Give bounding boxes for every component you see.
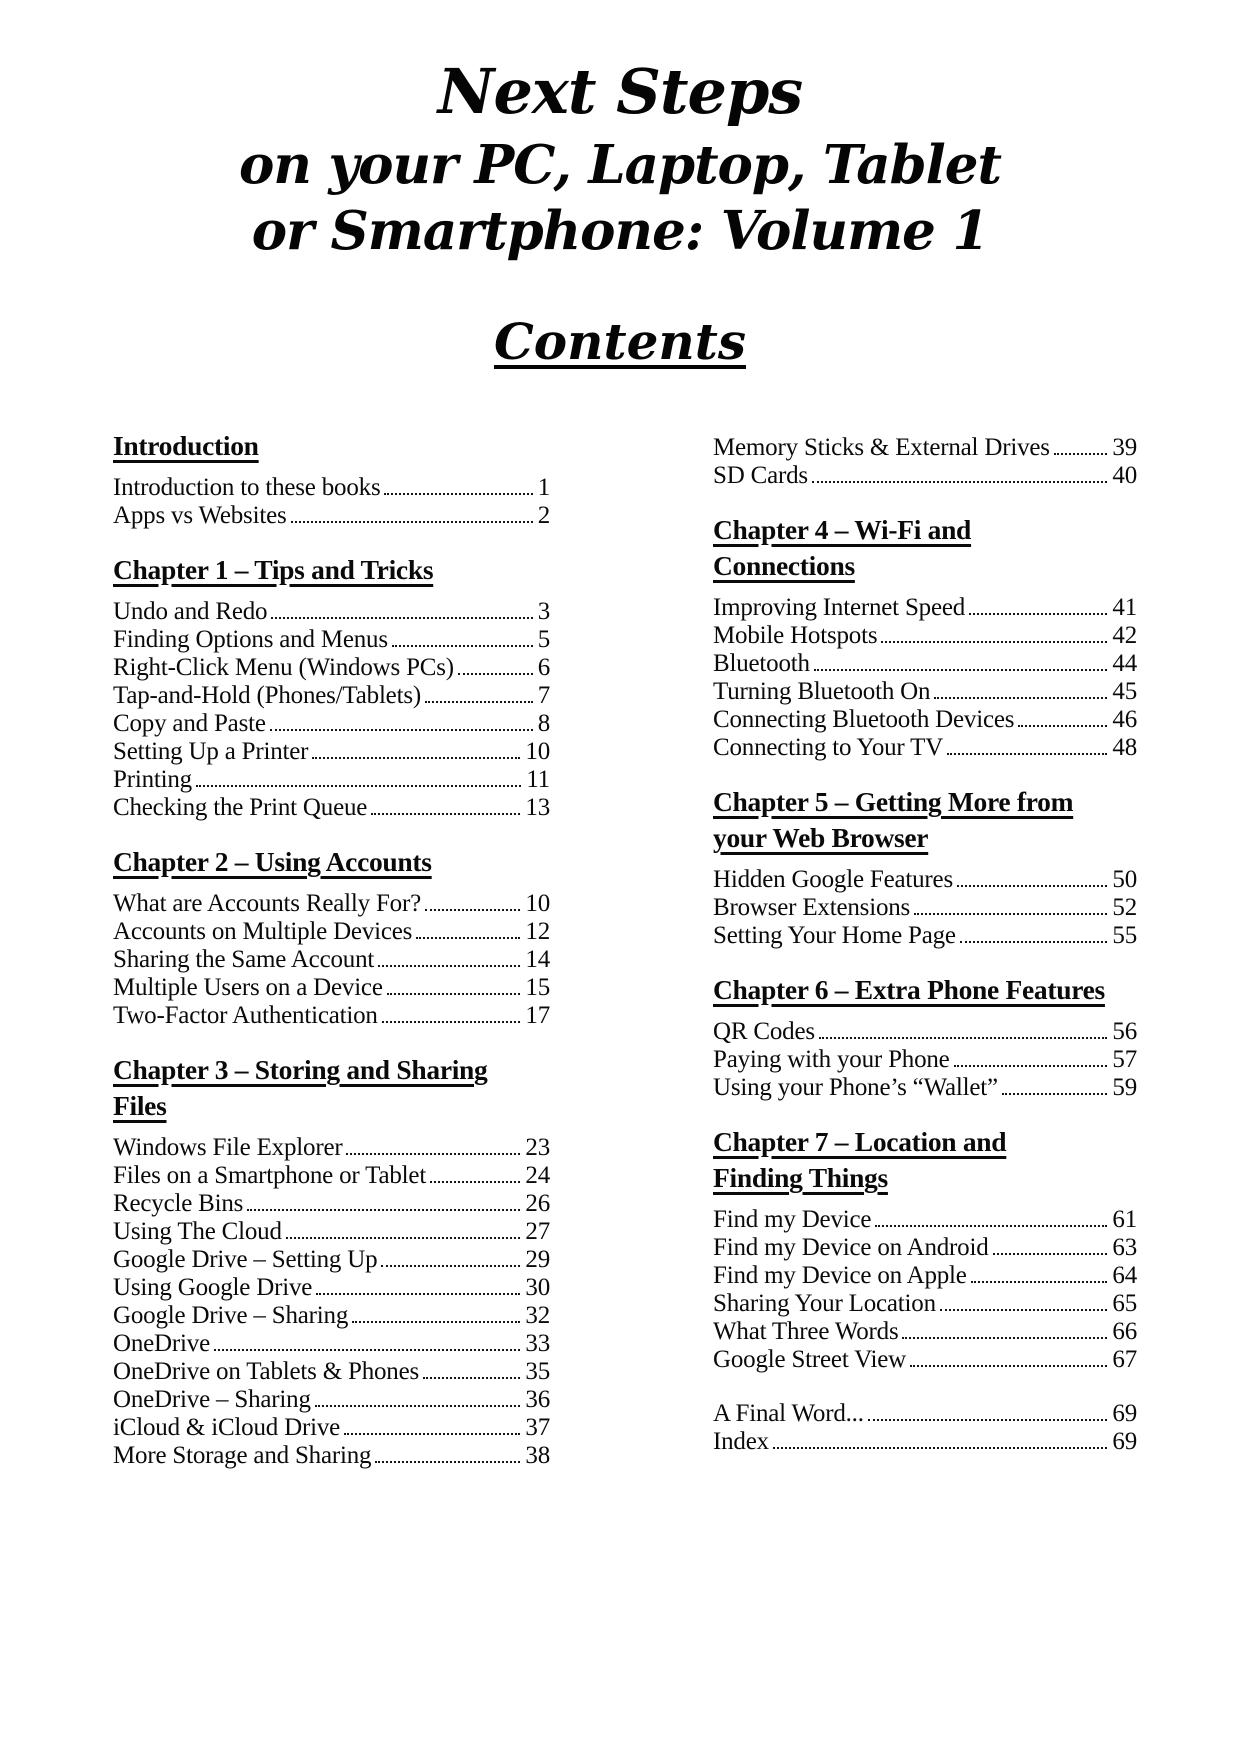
toc-entry-title: Finding Options and Menus (113, 626, 388, 653)
toc-entry (713, 622, 1137, 650)
dot-leader (814, 669, 1108, 671)
section-heading-line: Chapter 2 – Using Accounts (113, 846, 432, 877)
toc-entry-title: Two-Factor Authentication (113, 1002, 378, 1029)
toc-entry-title: Multiple Users on a Device (113, 974, 383, 1001)
dot-leader (954, 1065, 1108, 1067)
toc-entry-title: Checking the Print Queue (113, 794, 368, 821)
toc-entry-title: Google Street View (713, 1346, 907, 1373)
dot-leader (271, 617, 532, 619)
toc-entry-page: 10 (525, 738, 550, 765)
toc-entry (113, 794, 550, 822)
toc-entry-title: Hidden Google Features (713, 866, 953, 893)
toc-entry-page: 69 (1112, 1400, 1137, 1427)
toc-entry (713, 1046, 1137, 1074)
toc-entry-page: 1 (537, 474, 550, 501)
toc-entry-title: Find my Device on Apple (713, 1262, 967, 1289)
toc-entry (713, 1318, 1137, 1346)
toc-column-right (713, 428, 1137, 1470)
dot-leader (378, 965, 520, 967)
toc-entry (713, 1018, 1137, 1046)
toc-entry-title: Browser Extensions (713, 894, 911, 921)
toc-entry-page: 32 (525, 1302, 550, 1329)
toc-entry-page: 55 (1112, 922, 1137, 949)
toc-entry-title: Turning Bluetooth On (713, 678, 931, 705)
toc-entry-page: 14 (525, 946, 550, 973)
toc-entry-title: OneDrive – Sharing (113, 1386, 311, 1413)
toc-entry-page: 37 (525, 1414, 550, 1441)
section-heading-line: Chapter 6 – Extra Phone Features (713, 974, 1105, 1005)
toc-entry-page: 2 (537, 502, 550, 529)
section-heading (113, 1052, 550, 1124)
toc-entry (713, 594, 1137, 622)
dot-leader (384, 493, 532, 495)
toc-entry-title: A Final Word... (713, 1400, 864, 1427)
toc-entry-page: 39 (1112, 434, 1137, 461)
contents-heading-text: Contents (493, 312, 746, 371)
toc-entry (713, 922, 1137, 950)
toc-entry (713, 894, 1137, 922)
toc-entry (713, 866, 1137, 894)
toc-entry-title: Bluetooth (713, 650, 810, 677)
toc-entry-page: 50 (1112, 866, 1137, 893)
toc-entry-page: 41 (1112, 594, 1137, 621)
toc-entry-page: 52 (1112, 894, 1137, 921)
section-heading (713, 512, 1137, 584)
dot-leader (868, 1419, 1108, 1421)
dot-leader (458, 673, 533, 675)
toc-entry (713, 706, 1137, 734)
toc-entry-page: 36 (525, 1386, 550, 1413)
toc-entry-page: 46 (1112, 706, 1137, 733)
dot-leader (315, 1405, 521, 1407)
toc-section (713, 1124, 1137, 1374)
toc-entry (713, 1234, 1137, 1262)
dot-leader (382, 1021, 521, 1023)
section-heading-line: Chapter 3 – Storing and Sharing (113, 1054, 488, 1085)
dot-leader (957, 885, 1107, 887)
toc-entry-title: QR Codes (713, 1018, 815, 1045)
toc-entry-page: 44 (1112, 650, 1137, 677)
dot-leader (1054, 453, 1108, 455)
toc-entry-title: Index (713, 1428, 769, 1455)
toc-entry-title: Google Drive – Setting Up (113, 1246, 378, 1273)
section-heading-line: Introduction (113, 430, 259, 461)
toc-entry (113, 682, 550, 710)
dot-leader (960, 941, 1108, 943)
dot-leader (773, 1447, 1107, 1449)
toc-entry (713, 734, 1137, 762)
toc-entry (113, 710, 550, 738)
toc-entry-title: What are Accounts Really For? (113, 890, 421, 917)
toc-entry-title: Copy and Paste (113, 710, 266, 737)
toc-entry-page: 33 (525, 1330, 550, 1357)
toc-entry (713, 462, 1137, 490)
toc-entry (113, 1002, 550, 1030)
toc-entry-page: 12 (525, 918, 550, 945)
dot-leader (270, 729, 533, 731)
toc-entry-title: Using The Cloud (113, 1218, 282, 1245)
toc-entry-title: OneDrive on Tablets & Phones (113, 1358, 420, 1385)
dot-leader (375, 1461, 520, 1463)
toc-entry (113, 1218, 550, 1246)
toc-section (713, 972, 1137, 1102)
toc-entry-page: 56 (1112, 1018, 1137, 1045)
toc-entry (113, 1358, 550, 1386)
toc-entry-page: 6 (537, 654, 550, 681)
dot-leader (196, 785, 521, 787)
toc-entry (113, 1386, 550, 1414)
toc-section (113, 428, 550, 530)
dot-leader (1002, 1093, 1107, 1095)
toc-entry (113, 890, 550, 918)
toc-entry-page: 45 (1112, 678, 1137, 705)
toc-entry-page: 57 (1112, 1046, 1137, 1073)
dot-leader (247, 1209, 520, 1211)
toc-entry (113, 1414, 550, 1442)
toc-entry-page: 35 (525, 1358, 550, 1385)
toc-entry-page: 17 (525, 1002, 550, 1029)
toc-entry-page: 13 (525, 794, 550, 821)
dot-leader (423, 1377, 520, 1379)
section-heading (113, 552, 550, 588)
dot-leader (371, 813, 520, 815)
toc-entry-page: 40 (1112, 462, 1137, 489)
toc-entry (113, 502, 550, 530)
dot-leader (940, 1309, 1108, 1311)
dot-leader (1018, 725, 1107, 727)
toc-entry-page: 69 (1112, 1428, 1137, 1455)
toc-entry-title: Connecting to Your TV (713, 734, 944, 761)
dot-leader (425, 909, 520, 911)
dot-leader (416, 937, 520, 939)
dot-leader (387, 993, 521, 995)
dot-leader (214, 1349, 520, 1351)
dot-leader (812, 481, 1107, 483)
toc-entry-title: Tap-and-Hold (Phones/Tablets) (113, 682, 421, 709)
toc-entry-page: 15 (525, 974, 550, 1001)
toc-entry (113, 946, 550, 974)
toc-entry-page: 3 (537, 598, 550, 625)
toc-section (113, 552, 550, 822)
toc-entry-page: 29 (525, 1246, 550, 1273)
toc-entry-title: Undo and Redo (113, 598, 268, 625)
toc-entry-page: 48 (1112, 734, 1137, 761)
toc-entry-title: SD Cards (713, 462, 808, 489)
toc-entry (713, 1290, 1137, 1318)
dot-leader (914, 913, 1107, 915)
table-of-contents (0, 370, 1240, 1470)
toc-entry (113, 1134, 550, 1162)
toc-entry-title: Find my Device (713, 1206, 872, 1233)
toc-entry-page: 23 (525, 1134, 550, 1161)
toc-entry (113, 766, 550, 794)
dot-leader (947, 753, 1107, 755)
toc-entry-title: Windows File Explorer (113, 1134, 343, 1161)
dot-leader (286, 1237, 521, 1239)
section-heading-line: Chapter 1 – Tips and Tricks (113, 554, 434, 585)
toc-entry-title: Accounts on Multiple Devices (113, 918, 413, 945)
toc-entry-page: 27 (525, 1218, 550, 1245)
dot-leader (312, 757, 520, 759)
dot-leader (381, 1265, 520, 1267)
toc-entry (113, 738, 550, 766)
toc-section (713, 1400, 1137, 1456)
toc-entry (113, 1442, 550, 1470)
book-title-line-2: on your PC, Laptop, Tablet (239, 134, 1001, 196)
dot-leader (881, 641, 1107, 643)
toc-entry (113, 626, 550, 654)
dot-leader (910, 1365, 1107, 1367)
dot-leader (392, 645, 533, 647)
toc-entry (713, 1262, 1137, 1290)
dot-leader (291, 521, 533, 523)
dot-leader (316, 1293, 520, 1295)
toc-entry-title: Find my Device on Android (713, 1234, 989, 1261)
toc-entry-page: 11 (526, 766, 550, 793)
dot-leader (430, 1181, 520, 1183)
dot-leader (346, 1153, 520, 1155)
toc-entry (113, 1330, 550, 1358)
toc-entry-title: Files on a Smartphone or Tablet (113, 1162, 427, 1189)
section-heading-line: Finding Things (713, 1162, 888, 1193)
toc-entry-title: Introduction to these books (113, 474, 381, 501)
section-heading-line: Files (113, 1090, 167, 1121)
toc-entry-title: More Storage and Sharing (113, 1442, 372, 1469)
toc-section (713, 784, 1137, 950)
toc-entry-title: Using your Phone’s “Wallet” (713, 1074, 998, 1101)
toc-entry (113, 1246, 550, 1274)
toc-entry (113, 654, 550, 682)
toc-entry-title: Sharing the Same Account (113, 946, 375, 973)
dot-leader (902, 1337, 1107, 1339)
dot-leader (819, 1037, 1108, 1039)
toc-entry-title: Connecting Bluetooth Devices (713, 706, 1015, 733)
toc-entry-page: 66 (1112, 1318, 1137, 1345)
toc-entry-title: Memory Sticks & External Drives (713, 434, 1050, 461)
section-heading-line: Chapter 5 – Getting More from (713, 786, 1074, 817)
toc-entry-title: Recycle Bins (113, 1190, 244, 1217)
toc-entry-page: 64 (1112, 1262, 1137, 1289)
toc-entry-page: 67 (1112, 1346, 1137, 1373)
toc-entry-title: Setting Your Home Page (713, 922, 956, 949)
toc-entry-page: 65 (1112, 1290, 1137, 1317)
toc-column-left (113, 428, 550, 1470)
toc-entry (113, 474, 550, 502)
toc-entry-title: OneDrive (113, 1330, 210, 1357)
dot-leader (425, 701, 533, 703)
toc-entry (713, 1346, 1137, 1374)
section-heading (713, 972, 1137, 1008)
toc-entry-page: 7 (537, 682, 550, 709)
toc-entry (713, 1206, 1137, 1234)
section-heading-line: Connections (713, 550, 855, 581)
section-heading (713, 1124, 1137, 1196)
section-heading (113, 844, 550, 880)
toc-entry-page: 30 (525, 1274, 550, 1301)
section-heading-line: Chapter 7 – Location and (713, 1126, 1007, 1157)
toc-entry (113, 598, 550, 626)
toc-entry-title: Apps vs Websites (113, 502, 287, 529)
toc-entry (713, 650, 1137, 678)
toc-entry-page: 42 (1112, 622, 1137, 649)
toc-entry-title: Paying with your Phone (713, 1046, 950, 1073)
toc-entry-page: 26 (525, 1190, 550, 1217)
toc-entry-title: Printing (113, 766, 192, 793)
toc-entry (713, 678, 1137, 706)
toc-entry (113, 974, 550, 1002)
toc-entry (113, 1190, 550, 1218)
toc-entry-title: Sharing Your Location (713, 1290, 936, 1317)
toc-entry-title: What Three Words (713, 1318, 899, 1345)
book-title-line-3: or Smartphone: Volume 1 (251, 200, 989, 262)
dot-leader (875, 1225, 1107, 1227)
toc-entry (713, 1400, 1137, 1428)
toc-entry-page: 59 (1112, 1074, 1137, 1101)
dot-leader (344, 1433, 520, 1435)
section-heading-line: your Web Browser (713, 822, 929, 853)
toc-entry (113, 1302, 550, 1330)
toc-section (113, 1052, 550, 1470)
toc-entry (113, 1274, 550, 1302)
toc-section (713, 434, 1137, 490)
dot-leader (969, 613, 1107, 615)
toc-entry-page: 38 (525, 1442, 550, 1469)
toc-entry-title: Mobile Hotspots (713, 622, 878, 649)
book-title-line-1: Next Steps (437, 55, 803, 128)
dot-leader (352, 1321, 520, 1323)
toc-entry-page: 24 (525, 1162, 550, 1189)
toc-entry-title: iCloud & iCloud Drive (113, 1414, 341, 1441)
toc-entry (713, 434, 1137, 462)
toc-entry-title: Right-Click Menu (Windows PCs) (113, 654, 454, 681)
toc-section (713, 512, 1137, 762)
toc-entry (713, 1074, 1137, 1102)
toc-entry-page: 63 (1112, 1234, 1137, 1261)
toc-entry (113, 1162, 550, 1190)
toc-entry (113, 918, 550, 946)
toc-section (113, 844, 550, 1030)
toc-entry-title: Google Drive – Sharing (113, 1302, 349, 1329)
dot-leader (934, 697, 1107, 699)
toc-entry (713, 1428, 1137, 1456)
toc-entry-page: 10 (525, 890, 550, 917)
toc-entry-title: Setting Up a Printer (113, 738, 309, 765)
toc-entry-page: 8 (537, 710, 550, 737)
section-heading (113, 428, 550, 464)
contents-heading (0, 314, 1240, 370)
toc-entry-page: 61 (1112, 1206, 1137, 1233)
dot-leader (971, 1281, 1108, 1283)
section-heading (713, 784, 1137, 856)
toc-entry-title: Improving Internet Speed (713, 594, 966, 621)
section-heading-line: Chapter 4 – Wi-Fi and (713, 514, 972, 545)
book-title (0, 0, 1240, 264)
toc-entry-title: Using Google Drive (113, 1274, 313, 1301)
toc-entry-page: 5 (537, 626, 550, 653)
dot-leader (993, 1253, 1108, 1255)
